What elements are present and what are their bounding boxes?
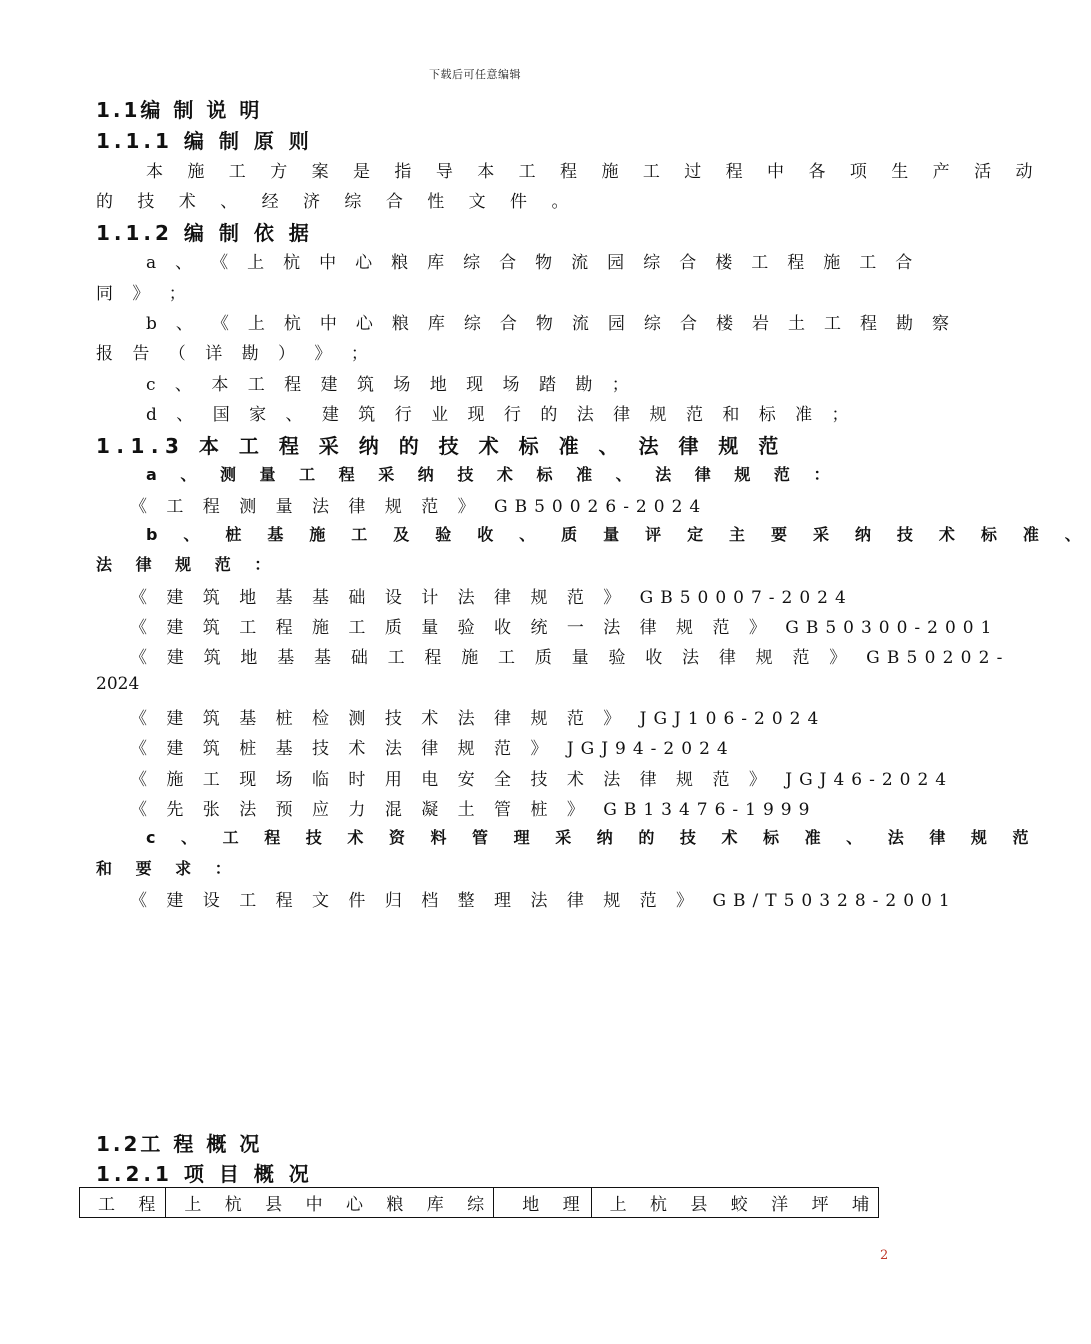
- standard-item: 《 建 筑 地 基 基 础 设 计 法 律 规 范 》 GB50007-2024: [130, 588, 853, 608]
- page-number: 2: [880, 1248, 889, 1263]
- standard-item-continuation: 2024: [96, 674, 140, 694]
- table-row: [80, 1188, 879, 1218]
- basis-item-a-line-2: 同 》 ；: [96, 284, 193, 304]
- table-cell-value-project: 上 杭 县 中 心 粮 库 综: [166, 1188, 494, 1218]
- header-note: 下载后可任意编辑: [429, 68, 521, 81]
- standard-group-a-title: a 、 测 量 工 程 采 纳 技 术 标 准 、 法 律 规 范 ：: [146, 465, 839, 484]
- section-heading-1-1: 1.1编 制 说 明: [96, 98, 263, 122]
- section-heading-1-1-2: 1.1.2 编 制 依 据: [96, 221, 313, 245]
- principle-text-line-2: 的 技 术 、 经 济 综 合 性 文 件 。: [96, 192, 578, 212]
- standard-item: 《 先 张 法 预 应 力 混 凝 土 管 桩 》 GB13476-1999: [130, 800, 817, 820]
- table-cell-label-project: 工 程: [80, 1188, 166, 1218]
- standard-item: 《 建 筑 工 程 施 工 质 量 验 收 统 一 法 律 规 范 》 GB50300-2001: [130, 618, 999, 638]
- basis-item-b-line-1: b 、 《 上 杭 中 心 粮 库 综 合 物 流 园 综 合 楼 岩 土 工 程 勘 察: [146, 314, 956, 334]
- standard-item: 《 建 筑 地 基 基 础 工 程 施 工 质 量 验 收 法 律 规 范 》 GB50202-: [130, 648, 1010, 668]
- table-cell-label-location: 地 理: [494, 1188, 591, 1218]
- section-heading-1-1-3: 1.1.3 本 工 程 采 纳 的 技 术 标 准 、 法 律 规 范: [96, 434, 785, 458]
- standard-item: 《 建 筑 桩 基 技 术 法 律 规 范 》 JGJ94-2024: [130, 739, 735, 759]
- basis-item-a-line-1: a 、 《 上 杭 中 心 粮 库 综 合 物 流 园 综 合 楼 工 程 施 工 合: [146, 253, 920, 273]
- standard-item: 《 建 筑 基 桩 检 测 技 术 法 律 规 范 》 JGJ106-2024: [130, 709, 826, 729]
- basis-item-d: d 、 国 家 、 建 筑 行 业 现 行 的 法 律 规 范 和 标 准 ；: [146, 405, 856, 425]
- section-heading-1-1-1: 1.1.1 编 制 原 则: [96, 129, 313, 153]
- basis-item-b-line-2: 报 告 （ 详 勘 ） 》 ；: [96, 344, 375, 364]
- standard-group-c-title-line-2: 和 要 求 ：: [96, 859, 240, 878]
- standard-group-c-title-line-1: c 、 工 程 技 术 资 料 管 理 采 纳 的 技 术 标 准 、 法 律 规 范: [146, 828, 1039, 847]
- standard-item: 《 工 程 测 量 法 律 规 范 》 GB50026-2024: [130, 497, 708, 517]
- standard-group-b-title-line-1: b 、 桩 基 施 工 及 验 收 、 质 量 评 定 主 要 采 纳 技 术 标 准 、: [146, 525, 1091, 544]
- standard-item: 《 施 工 现 场 临 时 用 电 安 全 技 术 法 律 规 范 》 JGJ46-2024: [130, 770, 954, 790]
- section-heading-1-2: 1.2工 程 概 况: [96, 1132, 263, 1156]
- table-cell-value-location: 上 杭 县 蛟 洋 坪 埔: [591, 1188, 878, 1218]
- principle-text-line-1: 本 施 工 方 案 是 指 导 本 工 程 施 工 过 程 中 各 项 生 产 活 动: [146, 162, 1042, 182]
- basis-item-c: c 、 本 工 程 建 筑 场 地 现 场 踏 勘 ；: [146, 375, 636, 395]
- standard-item: 《 建 设 工 程 文 件 归 档 整 理 法 律 规 范 》 GB/T50328-2001: [130, 891, 957, 911]
- section-heading-1-2-1: 1.2.1 项 目 概 况: [96, 1162, 313, 1186]
- project-overview-table: [79, 1187, 879, 1218]
- standard-group-b-title-line-2: 法 律 规 范 ：: [96, 555, 280, 574]
